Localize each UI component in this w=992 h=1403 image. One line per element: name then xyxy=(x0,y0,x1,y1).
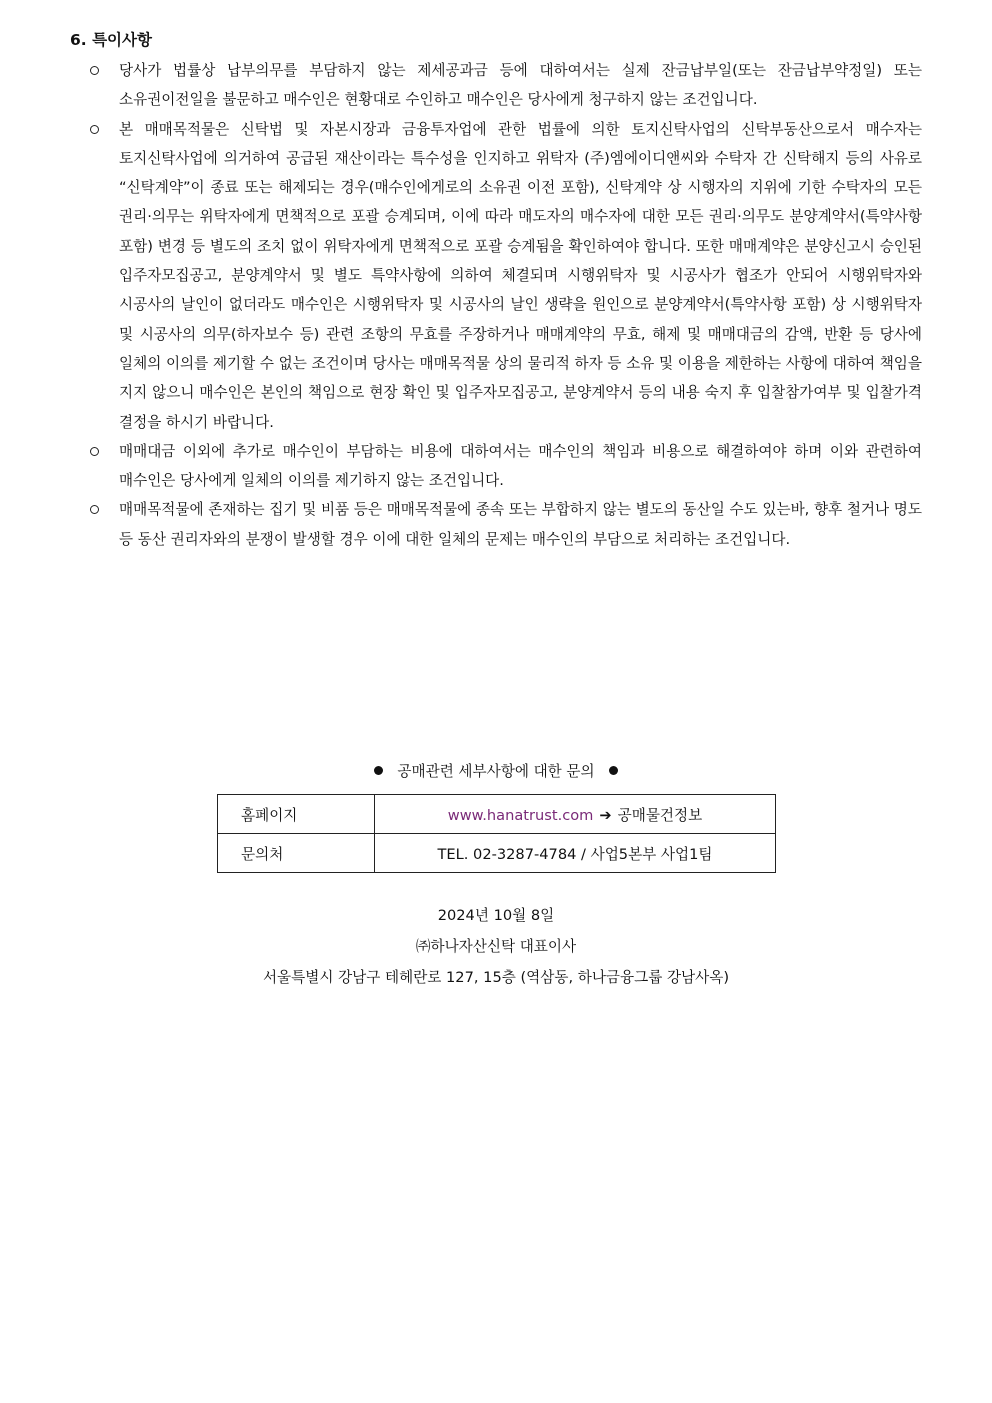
filled-circle-icon xyxy=(609,766,618,775)
contact-value: TEL. 02-3287-4784 / 사업5본부 사업1팀 xyxy=(437,845,713,863)
company-address: 서울특별시 강남구 테헤란로 127, 15층 (역삼동, 하나금융그룹 강남사옥) xyxy=(262,969,730,986)
circle-bullet-icon xyxy=(90,125,99,134)
circle-bullet-icon xyxy=(90,66,99,75)
inquiry-heading-text: 공매관련 세부사항에 대한 문의 xyxy=(397,763,595,780)
company-signature: ㈜하나자산신탁 대표이사 xyxy=(415,938,577,955)
homepage-value-cell xyxy=(375,795,776,834)
list-item-text: 본 매매목적물은 신탁법 및 자본시장과 금융투자업에 관한 법률에 의한 토지신탁사업의 신탁부동산으로서 매수자는 토지신탁사업에 의거하여 공급된 재산이라는 특수성을 인지하고 위탁자 (주)엠에이디앤씨와 수탁자 간 신탁해지 등의 사유로 “신탁계약”이 종료 또는 해제되는 경우(매수인에게로의 소유권 이전 포함), 신탁계약 상 시행자의 지위에 기한 수탁자의 모든 권리·의무는 위탁자에게 면책적으로 포괄 승계되며, 이에 따라 매도자의 매수자에 대한 모든 권리·의무도 분양계약서(특약사항 포함) 변경 등 별도의 조치 없이 위탁자에게 면책적으로 포괄 승계됨을 확인하여야 합니다. 또한 매매계약은 분양신고시 승인된 입주자모집공고, 분양계약서 및 별도 특약사항에 의하여 체결되며 시행위탁자 및 시공사가 협조가 안되어 시행위탁자와 시공사의 날인이 없더라도 매수인은 시행위탁자 및 시공사의 날인 생략을 원인으로 분양계약서(특약사항 포함) 상 시행위탁자 및 시공사의 의무(하자보수 등) 관련 조항의 무효를 주장하거나 매매계약의 무효, 해제 및 매매대금의 감액, 반환 등 당사에 일체의 이의를 제기할 수 없는 조건이며 당사는 매매목적물 상의 물리적 하자 등 소유 및 이용을 제한하는 사항에 대하여 책임을 지지 않으니 매수인은 본인의 책임으로 현장 확인 및 입주자모집공고, 분양계약서 등의 내용 숙지 후 입찰참가여부 및 입찰가격 결정을 하시기 바랍니다. xyxy=(119,120,922,431)
homepage-label: 홈페이지 xyxy=(241,806,298,824)
homepage-label-cell xyxy=(218,795,375,834)
contact-value-cell xyxy=(375,834,776,873)
list-item-text: 매매대금 이외에 추가로 매수인이 부담하는 비용에 대하여서는 매수인의 책임과 비용으로 해결하여야 하며 이와 관련하여 매수인은 당사에게 일체의 이의를 제기하지 않는 조건입니다. xyxy=(119,442,922,490)
homepage-link[interactable]: www.hanatrust.com xyxy=(447,806,594,824)
table-row xyxy=(218,795,776,834)
contact-label: 문의처 xyxy=(241,845,284,863)
homepage-destination: 공매물건정보 xyxy=(617,806,703,824)
document-footer xyxy=(0,900,992,993)
list-item xyxy=(88,437,922,496)
list-item xyxy=(88,56,922,115)
list-item-text: 당사가 법률상 납부의무를 부담하지 않는 제세공과금 등에 대하여서는 실제 잔금납부일(또는 잔금납부약정일) 또는 소유권이전일을 불문하고 매수인은 현황대로 수인하고 매수인은 당사에게 청구하지 않는 조건입니다. xyxy=(119,62,922,109)
contact-label-cell xyxy=(218,834,375,873)
issue-date: 2024년 10월 8일 xyxy=(437,907,555,924)
arrow-right-icon: ➔ xyxy=(599,806,612,824)
contact-table xyxy=(217,794,776,873)
circle-bullet-icon xyxy=(90,447,99,456)
inquiry-heading xyxy=(0,760,992,781)
list-item-text: 매매목적물에 존재하는 집기 및 비품 등은 매매목적물에 종속 또는 부합하지 않는 별도의 동산일 수도 있는바, 향후 철거나 명도 등 동산 권리자와의 분쟁이 발생할 경우 이에 대한 일체의 문제는 매수인의 부담으로 처리하는 조건입니다. xyxy=(119,501,922,548)
table-row xyxy=(218,834,776,873)
list-item xyxy=(88,495,922,554)
circle-bullet-icon xyxy=(90,505,99,514)
list-item xyxy=(88,115,922,437)
section-title: 6. 특이사항 xyxy=(70,31,152,49)
filled-circle-icon xyxy=(374,766,383,775)
special-notes-list xyxy=(88,56,922,554)
